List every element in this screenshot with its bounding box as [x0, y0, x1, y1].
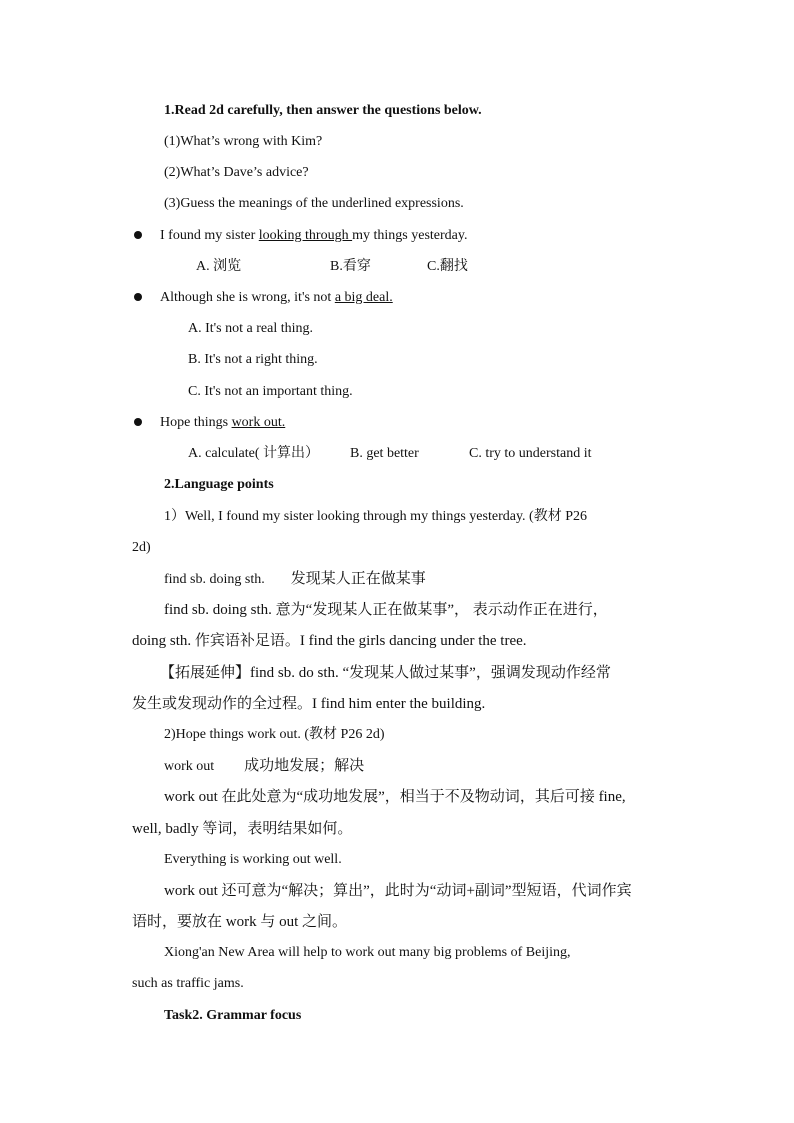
question-2: (2)What’s Dave’s advice?	[164, 165, 309, 180]
item2-pre: Although she is wrong, it's not	[160, 290, 335, 305]
point1-phrase-zh: 发现某人正在做某事	[290, 571, 426, 587]
bullet-icon	[134, 293, 142, 301]
point1-extension-a: 【拓展延伸】find sb. do sth. “发现某人做过某事”，强调发现动作经常	[160, 665, 611, 681]
item3-option-c: C. try to understand it	[469, 446, 592, 461]
point2-phrase-zh: 成功地发展；解决	[244, 758, 365, 774]
point2-phrase-en: work out	[164, 759, 215, 774]
item3-pre: Hope things	[160, 415, 232, 430]
point2-phrase	[164, 756, 364, 777]
item3-sentence	[160, 413, 285, 433]
item1-option-c: C.翻找	[427, 259, 468, 274]
item2-option-a: A. It's not a real thing.	[188, 321, 313, 336]
point2-explain-b: well, badly 等词，表明结果如何。	[132, 821, 353, 837]
point1-phrase-en: find sb. doing sth.	[164, 572, 265, 587]
point2-line: 2)Hope things work out. (教材 P26 2d)	[164, 727, 385, 742]
point2-explain-d: 语时，要放在 work 与 out 之间。	[132, 914, 347, 930]
question-1: (1)What’s wrong with Kim?	[164, 134, 323, 149]
item1-pre: I found my sister	[160, 228, 259, 243]
point1-line-b: 2d)	[132, 540, 151, 555]
section1-title: 1.Read 2d carefully, then answer the questions below.	[164, 103, 482, 118]
section2-title: 2.Language points	[164, 477, 274, 492]
point1-extension-b: 发生或发现动作的全过程。I find him enter the building.	[132, 696, 486, 712]
point1-line-a: 1）Well, I found my sister looking through my things yesterday. (教材 P26	[164, 509, 587, 524]
item3-option-b: B. get better	[350, 446, 419, 461]
item2-underlined: a big deal.	[334, 290, 393, 305]
item2-option-c: C. It's not an important thing.	[188, 384, 353, 399]
point1-explain-a: find sb. doing sth. 意为“发现某人正在做某事”， 表示动作正在进行，	[164, 602, 608, 618]
point2-example-1: Everything is working out well.	[164, 852, 342, 867]
question-3: (3)Guess the meanings of the underlined expressions.	[164, 196, 464, 211]
point2-explain-c: work out 还可意为“解决；算出”，此时为“动词+副词”型短语，代词作宾	[164, 883, 632, 899]
bullet-icon	[134, 231, 142, 239]
item3-underlined: work out.	[231, 415, 286, 430]
item3-option-a: A. calculate( 计算出）	[188, 446, 320, 461]
point1-phrase	[164, 569, 426, 590]
point2-example-2b: such as traffic jams.	[132, 976, 244, 991]
bullet-icon	[134, 418, 142, 426]
item2-option-b: B. It's not a right thing.	[188, 352, 318, 367]
item1-post: my things yesterday.	[352, 228, 468, 243]
point2-example-2a: Xiong'an New Area will help to work out many big problems of Beijing,	[164, 945, 571, 960]
point1-explain-b: doing sth. 作宾语补足语。I find the girls dancing under the tree.	[132, 633, 527, 649]
item2-sentence	[160, 288, 393, 308]
item1-option-a: A. 浏览	[196, 259, 242, 274]
item1-sentence	[160, 226, 467, 246]
item1-underlined: looking through	[258, 228, 353, 243]
point2-explain-a: work out 在此处意为“成功地发展”，相当于不及物动词，其后可接 fine,	[164, 789, 626, 805]
task2-title: Task2. Grammar focus	[164, 1008, 302, 1023]
item1-option-b: B.看穿	[330, 259, 371, 274]
